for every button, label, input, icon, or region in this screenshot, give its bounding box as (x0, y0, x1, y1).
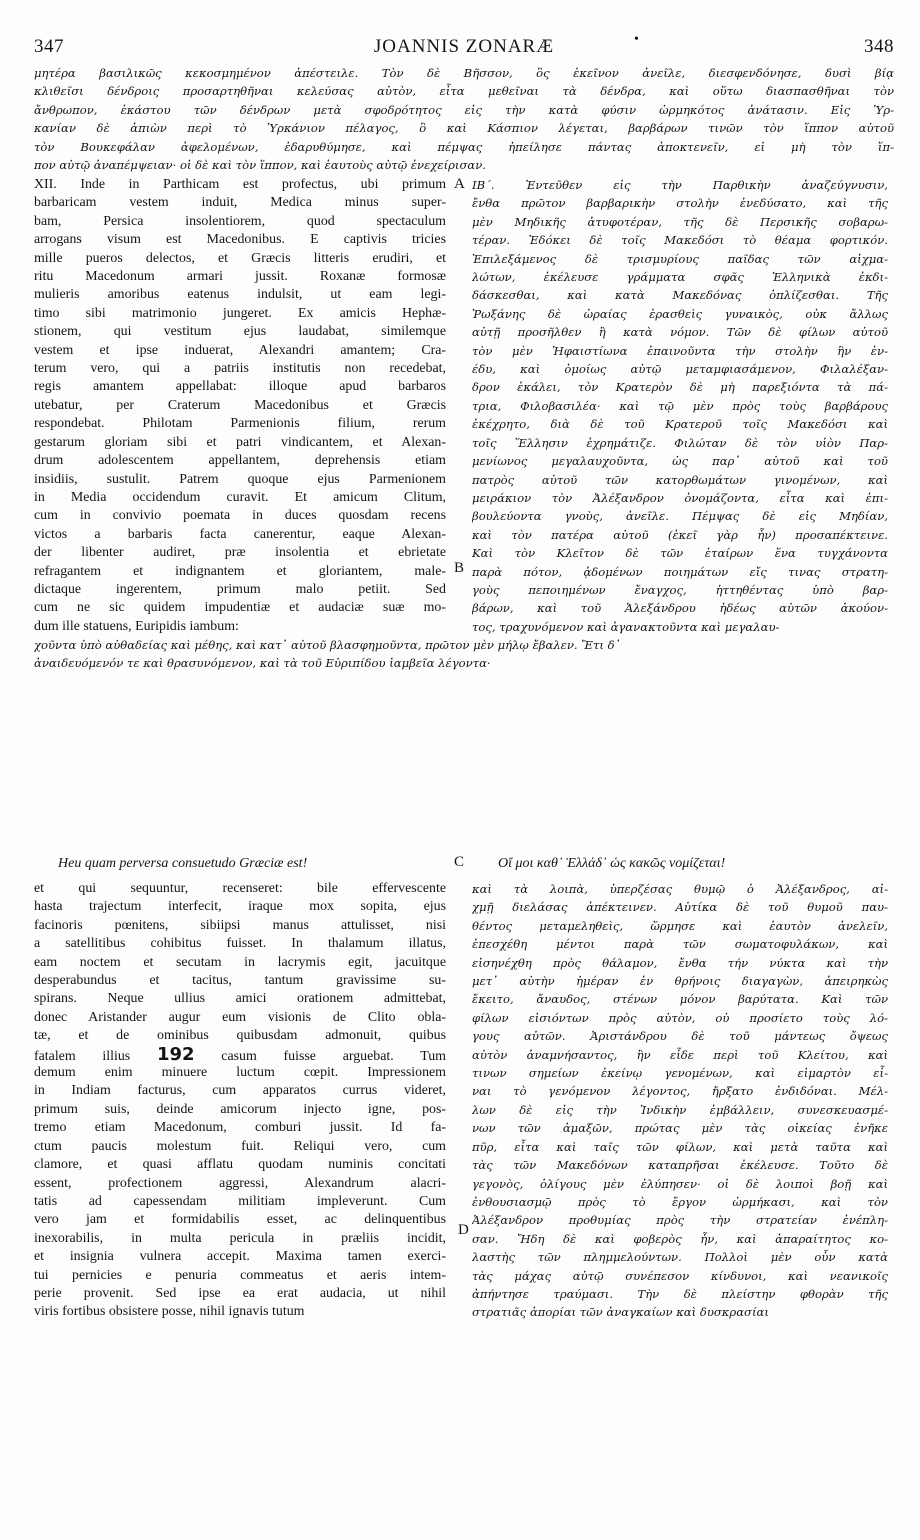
greek-col-2-line: στρατιᾶς ἀπορίαι τῶν ἀναγκαίων καὶ δυσκρασίαι (472, 1305, 769, 1320)
latin-col-2-line: donec Aristander augur eum visionis de Clito obla- (34, 1009, 446, 1025)
latin-col-1-line: dum ille statuens, Euripidis iambum: (34, 618, 239, 634)
latin-col-1-line: dictaque ingerentem, primum malo petiit. Sed (34, 581, 446, 597)
latin-col-2-line: et insignia vulnera accepit. Maxima tamen exerci- (34, 1249, 446, 1265)
latin-col-2-line: viris fortibus obsistere posse, nihil ignavis tutum (34, 1304, 305, 1320)
latin-col-2-line: inexorabilis, in multa pericula in præliis incidit, (34, 1230, 446, 1246)
greek-col-2-line: ἐνθουσιασμῷ πρὸς τὸ ἔργον ὡρμήκασι, καὶ τὸν (472, 1194, 888, 1209)
margin-letter-a: A (454, 176, 465, 192)
greek-col-2-line: ἀπήντησε τραύμασι. Τὴν δὲ πλείστην φθορὰν τῆς (472, 1286, 888, 1301)
latin-col-1-line: refragantem et indignantem et gloriantem, male- (34, 563, 446, 579)
latin-col-2-line: desperabundus et tacitus, tantum gravissime su- (34, 973, 446, 989)
greek-col-2-line: λων δὲ εἰς τὴν Ἰνδικὴν ἐμβάλλειν, συνεσκευασμέ- (472, 1102, 888, 1117)
greek-col-1-line: μενίωνος μεγαλαυχοῦντα, ὡς παρ᾽ αὐτοῦ καὶ τοῦ (472, 454, 888, 469)
greek-col-1-line: μὲν Μηδικῆς ἀτυφοτέραν, τῆς δὲ Περσικῆς σοβαρω- (472, 214, 888, 229)
greek-col-1-line: γοὺς πεποιημένων ἔναγχος, ἡττηθέντας ὑπὸ βαρ- (472, 582, 888, 597)
greek-col-1-line: Ῥωξάνης δὲ ὡραίας ἐρασθεὶς γυναικὸς, οὐκ ἄλλως (472, 306, 888, 321)
latin-marker-line (34, 1046, 446, 1066)
latin-col-2-line: et qui sequuntur, recenseret: bile effervescente (34, 881, 446, 896)
latin-col-2-line: tæ, et de ominibus quibusdam admonuit, quibus (34, 1028, 446, 1044)
greek-col-1-line: ΙΒ´. Ἐντεῦθεν εἰς τὴν Παρθικὴν ἀναζεύγνυσιν, (472, 178, 888, 192)
greek-col-2-line: γεγονὸς, ὀλίγους μὲν ἐλύπησεν· οἱ δὲ λοιποὶ βοῇ καὶ (472, 1176, 888, 1191)
greek-col-2-line: πῦρ, εἶτα καὶ ταῖς τῶν φίλων, καὶ μετὰ ταῦτα καὶ (472, 1139, 888, 1154)
latin-col-2-line: essent, profectionem aggressi, Alexandrum alacri- (34, 1175, 446, 1191)
latin-col-2-line: spirans. Neque ullius amici orationem admittebat, (34, 991, 446, 1007)
latin-col-1-line: bam, Persica insolentiorem, quod spectaculum (34, 213, 446, 229)
latin-col-1-line: regis amantem appellabat: illoque apud barbaros (34, 379, 446, 395)
greek-column-2 (472, 880, 888, 1322)
latin-col-1-line: insidiis, sustulit. Patrem quoque ejus Parmenionem (34, 471, 446, 487)
greek-col-2-line: γους αὐτῶν. Ἀριστάνδρου δὲ τοῦ μάντεως ὄψεως (472, 1029, 888, 1044)
greek-col-1-line: βουλεύοντα γνοὺς, ἀνεῖλε. Πέμψας δὲ εἰς Μηδίαν, (472, 509, 888, 524)
latin-col-1-line: terum vero, qui a patriis institutis non recedebat, (34, 361, 446, 377)
greek-col-2-line: καὶ τὰ λοιπὰ, ὑπερζέσας θυμῷ ὁ Ἀλέξανδρος, αἰ- (472, 882, 888, 896)
latin-col-1-line: mulieris amoribus eatenus indulsit, ut eam legi- (34, 287, 446, 303)
latin-col-2-line: tatis ad capessendam militiam impleverunt. Cum (34, 1193, 446, 1209)
latin-col-1-line: timo sibi matrimonio jungeret. Ex amicis Hephæ- (34, 305, 446, 321)
margin-letter-d: D (458, 1222, 469, 1238)
latin-col-1-line: gestarum gloriam sibi et patri vindicantem, et Alexan- (34, 434, 446, 450)
top-greek-line: κανίαν δὲ ἀπιὼν περὶ τὸ Ὑρκάνιον πέλαγος, ὃ καὶ Κάσπιον λέγεται, βαρβάρων τινῶν τὸν ἵππον αὐτοῦ (34, 121, 894, 136)
greek-col-2-line: ναι τὸ γενόμενον λέγοντος, ἤρξατο ἐνδιδόναι. Μέλ- (472, 1084, 888, 1099)
latin-col-2-line: ctum paucis molestum fuit. Reliqui vero, cum (34, 1138, 446, 1154)
top-greek-line: πον αὐτῷ ἀναπέμψειαν· οἱ δὲ καὶ τὸν ἵππον, καὶ ἑαυτοὺς αὐτῷ ἐνεχείρισαν. (34, 158, 486, 173)
margin-letter-b: B (454, 560, 465, 576)
latin-col-1-line: barbaricam vestem induit, Medica minus super- (34, 195, 446, 211)
greek-col-1-line: μειράκιον τὸν Ἀλέξανδρον ὀνομάζοντα, εἶτα καὶ ἐπι- (472, 490, 888, 505)
mid-greek-line: χοῦντα ὑπὸ αὐθαδείας καὶ μέθης, καὶ κατ᾽ αὐτοῦ βλασφημοῦντα, πρῶτον μὲν μήλῳ ἔβαλεν. Ἔτι δ᾽ (34, 638, 621, 652)
latin-col-2-line: eam noctem et secutam in lacrymis egit, jacuitque (34, 954, 446, 970)
greek-col-1-line: τοῖς Ἕλλησιν ἐχρημάτιζε. Φιλώταν δὲ τὸν υἱὸν Παρ- (472, 435, 888, 450)
latin-col-2-line: demum enim minuere luctum cœpit. Impressionem (34, 1065, 446, 1081)
greek-column-1 (472, 176, 888, 636)
greek-col-1-line: τέραν. Ἐδόκει δὲ τοῖς Μακεδόσι τὸ θέαμα φορτικόν. (472, 233, 888, 248)
latin-col-2-line: facinoris pœnitens, sibiipsi manus attulisset, nisi (34, 917, 446, 933)
greek-col-1-line: καὶ τὸν πατέρα αὐτοῦ (ἐκεῖ γὰρ ἦν) προσαπέκτεινε. (472, 527, 888, 542)
margin-letter-c: C (454, 854, 465, 870)
latin-marker-line-start: fatalem illius (34, 1048, 131, 1064)
page-header (34, 32, 894, 58)
top-greek-paragraph (34, 64, 894, 174)
greek-col-2-line: εἰσηνέχθη πρὸς θάλαμον, ἔνθα τήν νύκτα καὶ τὴν (472, 955, 888, 970)
greek-col-1-line: λώτων, ἐκέλευσε γράμματα σφᾶς Ἑλληνικὰ ἐκδι- (472, 270, 888, 285)
latin-col-1-line: XII. Inde in Parthicam est profectus, ubi primum (34, 177, 446, 192)
latin-col-2-line: vero jam et formidabilis esset, ac delinquentibus (34, 1212, 446, 1228)
top-greek-line: ἄνθρωπον, ἑκάστου τῶν δένδρων μετὰ σφοδρότητος εἰς τὴν κατὰ φύσιν ὡρμηκότος ἀνάτασιν. Εἰς Ὑρ- (34, 102, 894, 117)
greek-col-1-line: τος, τραχυνόμενον καὶ ἀγανακτοῦντα καὶ μεγαλαυ- (472, 619, 780, 634)
latin-column-1 (34, 176, 446, 636)
greek-col-2-line: ἔκειτο, ἄναυδος, στένων μόνον βαρύτατα. Καὶ τῶν (472, 992, 888, 1007)
latin-col-1-line: drum adolescentem appellantem, deprehensis etiam (34, 453, 446, 469)
latin-col-1-line: ritu Macedonum armari jussit. Roxanæ formosæ (34, 269, 446, 285)
greek-col-2-line: φίλων εἰσιόντων πρὸς αὐτὸν, οὐ προσίετο τοὺς λό- (472, 1010, 888, 1025)
greek-col-2-line: τὰς μάχας αὐτῷ συνέπεσον κίνδυνοι, καὶ νεανικοῖς (472, 1268, 888, 1283)
page-number-right: 348 (864, 36, 894, 57)
running-title: JOANNIS ZONARÆ (373, 36, 555, 57)
greek-col-1-line: δρον ἐκάλει, τὸν Κρατερὸν δὲ μὴ παρεξιόντα τὰ πά- (472, 380, 888, 395)
latin-column-2 (34, 880, 446, 1322)
mid-greek-line: ἀναιδευόμενόν τε καὶ θρασυνόμενον, καὶ τὰ τοῦ Εὐριπίδου ἰαμβεῖα λέγοντα· (34, 656, 491, 671)
latin-col-1-line: in Media occidendum curavit. Et amicum Clitum, (34, 489, 446, 505)
latin-col-1-line: mille pueros delectos, et Græcis litteris erudiri, et (34, 250, 446, 266)
latin-col-1-line: vestem et ipse induerat, Alexandri amantem; Cra- (34, 342, 446, 358)
greek-col-1-line: ἔνθα πρῶτον βαρβαρικὴν στολὴν ἐνεδύσατο, καὶ τῆς (472, 196, 888, 211)
greek-col-2-line: τὰς τῶν Μακεδόνων καταπρῆσαι ἐκέλευσε. Τοῦτο δὲ (472, 1158, 888, 1173)
greek-col-1-line: παρὰ πότον, ᾀδομένων ποιημάτων εἴς τινας στρατη- (472, 564, 888, 579)
greek-col-1-line: τρια, Φιλοβασιλέα· καὶ τῷ μὲν πρὸς τοὺς βαρβάρους (472, 398, 888, 413)
greek-col-1-line: τὸν μὲν Ἡφαιστίωνα ἐπαινοῦντα τὴν στολὴν ἣν ἐν- (472, 343, 888, 358)
page-number-left: 347 (34, 36, 64, 57)
latin-col-1-line: der libenter audiret, præ insolentia et ebrietate (34, 545, 446, 561)
greek-col-1-line: δάσκεσθαι, καὶ κατὰ Μακεδόνας ὁπλίζεσθαι. Τῆς (472, 288, 888, 303)
greek-motto: Οἴ μοι καθ᾽ Ἑλλάδ᾽ ὡς κακῶς νομίζεται! (498, 856, 726, 871)
ink-dot: • (634, 32, 640, 47)
latin-col-1-line: respondebat. Philotam Parmenionis filium, rerum (34, 416, 446, 432)
greek-col-1-line: έδυ, καὶ ὁμοίως αὐτῷ μεταμφιασάμενον, Φιλαλέξαν- (472, 362, 888, 377)
page-marker-192: 192 (156, 1045, 195, 1065)
greek-col-2-line: θέντος μεταμεληθεὶς, ὥρμησε καὶ ἑαυτὸν ἀνελεῖν, (472, 918, 888, 933)
latin-col-1-line: stionem, qui vestitum ejus laudabat, similemque (34, 324, 446, 340)
greek-col-2-line: Ἀλέξανδρον προθυμίας πρὸς τὴν στρατείαν ἐνέπλη- (472, 1213, 888, 1228)
greek-col-1-line: ἐκέχρητο, διὰ δὲ τοῦ Κρατεροῦ τοῖς Μακεδόσι καὶ (472, 417, 888, 432)
middle-greek-paragraph (34, 636, 894, 673)
greek-col-2-line: τινων σημείων ἐκείνῳ γενομένων, καὶ εἱμαρτὸν εἶ- (472, 1066, 888, 1081)
latin-col-2-line: clamore, et quasi afflatu quodam numinis concitati (34, 1157, 446, 1173)
greek-col-2-line: αὐτὸν ἀναμνήσαντος, ἣν εἶδε περὶ τοῦ Κλείτου, καὶ (472, 1047, 888, 1062)
latin-col-2-line: tui pernicies e penuria commeatus et aeris intem- (34, 1267, 446, 1283)
latin-col-2-line: in Indiam facturus, cum apparatos currus videret, (34, 1083, 446, 1099)
greek-col-2-line: χμῇ διελάσας ἀπέκτεινεν. Αὐτίκα δὲ τοῦ θυμοῦ παυ- (472, 900, 888, 915)
top-greek-line: τὸν Βουκεφάλαν ἀφελομένων, ἐδαρυθύμησε, καὶ πέμψας ἠπείλησε πάντας ἀποκτενεῖν, εἰ μὴ τὸν ἵπ- (34, 139, 894, 154)
greek-col-1-line: πατρὸς αὐτοῦ τῶν κατορθωμάτων γινομένων, καὶ (472, 472, 888, 487)
latin-col-2-line: hasta trajectum interfecit, iraque mox sopita, ejus (34, 899, 446, 915)
greek-col-2-line: νων τῶν ἁμαξῶν, πρώτας μὲν τὰς οἰκείας ἐνῆκε (472, 1121, 888, 1136)
top-greek-line: κλιθεῖσι δένδροις προσαρτηθῆναι κελεύσας αὐτὸν, εἶτα μεθεῖναι τὰ δένδρα, καὶ οὕτω διασπασθῆναι τὸν (34, 84, 894, 99)
latin-col-1-line: arrogans visum est Macedonibus. E captivis tricies (34, 232, 446, 248)
greek-col-2-line: σαν. Ἤδη δὲ καὶ φοβερὸς ἦν, καὶ ἀπαραίτητος κο- (472, 1231, 888, 1246)
top-greek-line: μητέρα βασιλικῶς κεκοσμημένον ἀπέστειλε. Τὸν δὲ Βῆσσον, ὃς ἐκεῖνον ἀνεῖλε, διεσφενδόνησε, δυσὶ βίᾳ (34, 66, 894, 80)
latin-col-2-line: perie provenit. Sed ipse ea erat audacia, ut nihil (34, 1285, 446, 1301)
latin-col-2-line: primum suis, deinde amicorum injecto igne, pos- (34, 1101, 446, 1117)
greek-col-1-line: βάρων, καὶ τοῦ Ἀλεξάνδρου ἡδέως αὐτῶν ἀκούον- (472, 601, 888, 616)
greek-col-2-line: ἐπεσχέθη μέντοι παρὰ τῶν σωματοφυλάκων, καὶ (472, 937, 888, 952)
greek-col-1-line: αὐτῇ προσῆλθεν ἢ κατὰ νόμον. Τῶν δὲ φίλων αὐτοῦ (472, 325, 888, 340)
latin-col-1-line: cum ne sic quidem impudentiæ et audaciæ suæ mo- (34, 600, 446, 616)
latin-col-2-line: tremo etiam Macedonum, comburi jussit. Id fa- (34, 1120, 446, 1136)
latin-col-1-line: victos a barbaris facta canerentur, eaque Alexan- (34, 526, 446, 542)
latin-col-2-line: a satellitibus cohibitus fuisset. In thalamum illatus, (34, 936, 446, 952)
greek-col-1-line: Καὶ τὸν Κλεῖτον δὲ τῶν ἑταίρων ἕνα τυγχάνοντα (472, 546, 888, 561)
latin-col-1-line: cum in convivio poemata in duces quosdam recens (34, 508, 446, 524)
greek-col-2-line: μετ᾽ αὐτὴν ἡμέραν ἐν θρήνοις διαγαγὼν, ἀπειρηκὼς (472, 974, 888, 989)
latin-col-1-line: utebatur, per Craterum Macedonibus et Græcis (34, 397, 446, 413)
greek-col-1-line: Ἐπιλεξάμενος δὲ τρισμυρίους παῖδας τῶν αἰχμα- (472, 251, 888, 266)
latin-marker-line-end: casum fuisse arguebat. Tum (221, 1048, 446, 1064)
latin-motto: Heu quam perversa consuetudo Græciæ est! (58, 856, 308, 871)
greek-col-2-line: λαστὴς τῶν πλημμελούντων. Πολλοὶ μὲν οὖν κατὰ (472, 1250, 888, 1265)
